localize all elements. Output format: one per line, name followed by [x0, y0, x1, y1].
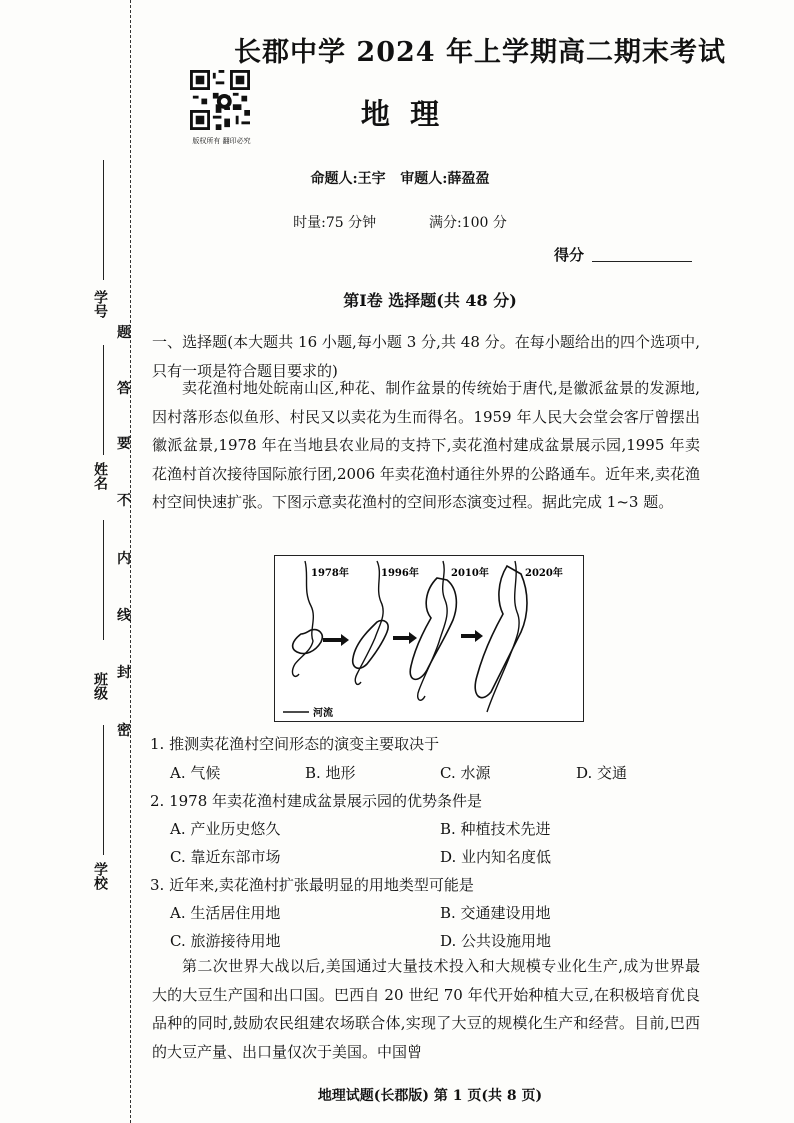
student-id-line	[103, 160, 104, 280]
full-score: 满分:100 分	[429, 215, 507, 231]
year-label-1978: 1978年	[311, 568, 349, 579]
q1-option-c[interactable]: C. 水源	[440, 764, 491, 782]
year-label-2010: 2010年	[451, 568, 489, 579]
village-2010	[410, 578, 456, 679]
seal-char: 密	[117, 723, 131, 739]
page-footer: 地理试题(长郡版) 第 1 页(共 8 页)	[317, 1088, 543, 1104]
exam-authors: 命题人:王宇 审题人:薛盈盈	[310, 171, 490, 187]
year-label-1996: 1996年	[381, 568, 419, 579]
passage-2: 第二次世界大战以后,美国通过大量技术投入和大规模专业化生产,成为世界最大的大豆生产国和出口国。巴西自 20 世纪 70 年代开始种植大豆,在积极培育优良品种的同时,鼓励农民组建农场联合体,实现了大豆的规模化生产和经营。目前,巴西的大豆产量、出口量仅次于美国。中国曾	[152, 957, 700, 1061]
q2-option-b[interactable]: B. 种植技术先进	[440, 820, 551, 838]
river-2010	[418, 561, 447, 700]
name-label: 姓名	[92, 462, 108, 490]
q3-option-d[interactable]: D. 公共设施用地	[440, 932, 552, 950]
time-and-score	[150, 212, 650, 232]
class-line	[103, 520, 104, 640]
score-input-line[interactable]	[592, 261, 692, 262]
question-3-stem: 3. 近年来,卖花渔村扩张最明显的用地类型可能是	[150, 876, 474, 894]
passage-1: 卖花渔村地处皖南山区,种花、制作盆景的传统始于唐代,是徽派盆景的发源地,因村落形态似鱼形、村民又以卖花为生而得名。1959 年人民大会堂会客厅曾摆出徽派盆景,1978 年在当地县农业局的支持下,卖花渔村建成盆景展示园,1995 年卖花渔村首次接待国际旅行团,2006 年卖花渔村通往外界的公路通车。近年来,卖花渔村空间快速扩张。下图示意卖花渔村的空间形态演变过程。据此完成 1~3 题。	[152, 379, 700, 511]
subject-title: 地 理	[360, 97, 440, 131]
arrow-2	[393, 632, 417, 644]
school-label: 学校	[92, 862, 108, 890]
qr-caption: 版权所有 翻印必究	[192, 137, 251, 145]
question-1-stem: 1. 推测卖花渔村空间形态的演变主要取决于	[150, 735, 440, 753]
exam-duration: 时量:75 分钟	[293, 215, 377, 231]
seal-char: 不	[117, 493, 131, 509]
school-line	[103, 725, 104, 855]
q1-option-d[interactable]: D. 交通	[576, 764, 628, 782]
q3-option-a[interactable]: A. 生活居住用地	[170, 904, 281, 922]
instructions: 一、选择题(本大题共 16 小题,每小题 3 分,共 48 分。在每小题给出的四个选项中,只有一项是符合题目要求的)	[152, 333, 700, 380]
arrow-3	[461, 630, 483, 642]
q1-option-b[interactable]: B. 地形	[305, 764, 356, 782]
q2-option-c[interactable]: C. 靠近东部市场	[170, 848, 281, 866]
q1-option-a[interactable]: A. 气候	[170, 764, 221, 782]
village-evolution-map	[274, 555, 584, 722]
village-1996	[353, 620, 388, 668]
seal-char: 封	[117, 665, 131, 681]
seal-char: 内	[117, 551, 131, 567]
q2-option-a[interactable]: A. 产业历史悠久	[170, 820, 281, 838]
section-title: 第Ⅰ卷 选择题(共 48 分)	[343, 291, 517, 310]
seal-char: 题	[117, 325, 131, 341]
river-1996	[355, 561, 383, 684]
question-2-stem: 2. 1978 年卖花渔村建成盆景展示园的优势条件是	[150, 792, 483, 810]
year-label-2020: 2020年	[525, 568, 563, 579]
class-label: 班级	[92, 672, 108, 700]
legend-river-label: 河流	[313, 708, 333, 719]
q3-option-c[interactable]: C. 旅游接待用地	[170, 932, 281, 950]
name-line	[103, 345, 104, 455]
seal-char: 要	[117, 436, 131, 452]
student-id-label: 学号	[92, 290, 108, 318]
q2-option-d[interactable]: D. 业内知名度低	[440, 848, 552, 866]
seal-char: 线	[117, 608, 131, 624]
score-label: 得分	[554, 246, 585, 264]
arrow-1	[323, 634, 349, 646]
q3-option-b[interactable]: B. 交通建设用地	[440, 904, 551, 922]
seal-char: 答	[117, 381, 131, 397]
exam-title: 长郡中学 2024 年上学期高二期末考试	[234, 37, 726, 68]
